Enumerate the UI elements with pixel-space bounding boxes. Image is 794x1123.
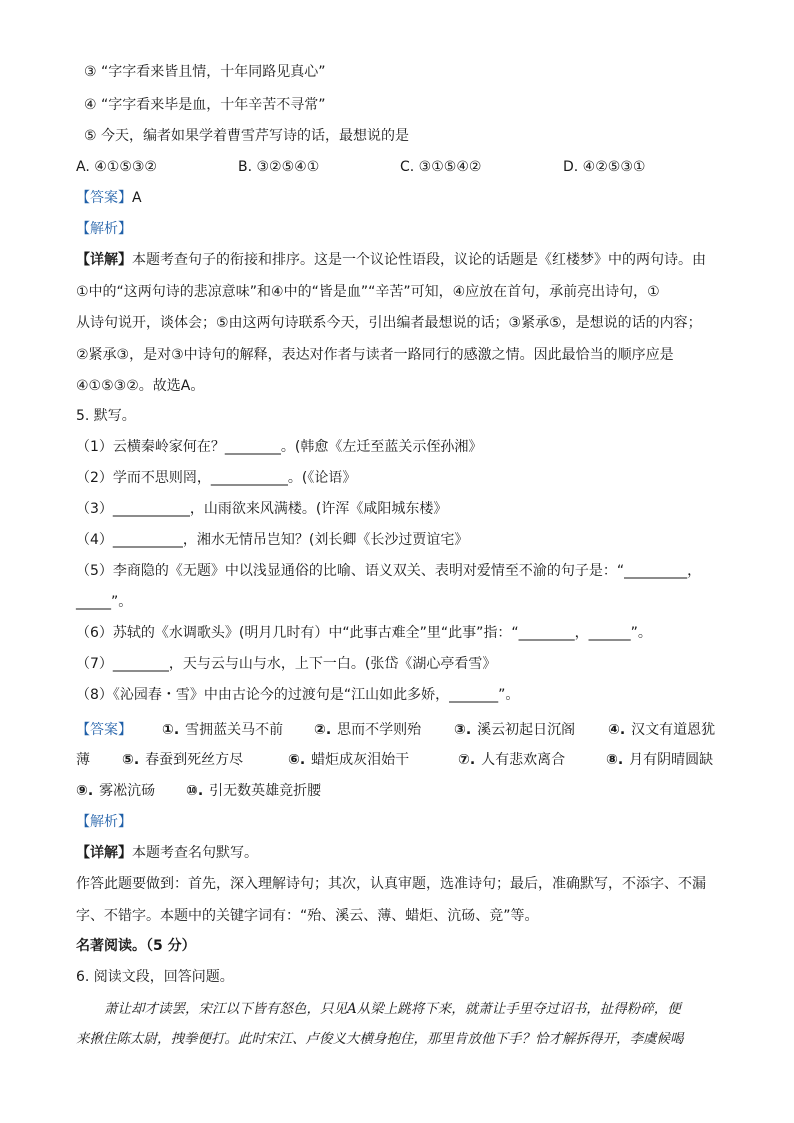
detail5-line: 【详解】本题考查名句默写。 xyxy=(76,845,258,861)
analysis-tag: 【解析】 xyxy=(76,814,132,830)
detail5-paragraph xyxy=(76,869,716,932)
answer-item: ③. 溪云初起日沉阁 xyxy=(454,722,576,738)
answer-tag: 【答案】 xyxy=(76,190,132,206)
item-4: ④ “字字看来毕是血，十年辛苦不寻常” xyxy=(84,97,326,113)
answer-item: ①. 雪拥蓝关马不前 xyxy=(162,722,284,738)
answer-item: ④. 汉文有道恩犹 xyxy=(608,722,716,738)
section-heading: 名著阅读。（5 分） xyxy=(76,938,196,954)
answer-item: ⑤. 春蚕到死丝方尽 xyxy=(122,752,244,768)
dictation-item: （2）学而不思则罔，___________。(《论语》 xyxy=(76,470,357,486)
answer-value: A xyxy=(132,190,142,206)
passage-line: 来揪住陈太尉，拽拳便打。此时宋江、卢俊义大横身抱住，那里肯放他下手？恰才解拆得开，李虞候喝 xyxy=(76,1031,684,1047)
dictation-item: （4）__________，湘水无情吊岂知？(刘长卿《长沙过贾谊宅》 xyxy=(76,532,469,548)
question-6-title: 6. 阅读文段，回答问题。 xyxy=(76,969,234,985)
detail-tag: 【详解】 xyxy=(76,845,132,861)
answer-continuation: 薄 xyxy=(76,752,90,768)
item-5: ⑤ 今天，编者如果学着曹雪芹写诗的话，最想说的是 xyxy=(84,128,409,144)
dictation-item: _____”。 xyxy=(76,594,133,610)
detail-paragraph xyxy=(76,245,716,403)
answer-line xyxy=(76,188,142,208)
item-3: ③ “字字看来皆且情，十年同路见真心” xyxy=(84,64,326,80)
detail-line: 作答此题要做到：首先，深入理解诗句；其次，认真审题，选准诗句；最后，准确默写，不添字、不漏 xyxy=(76,876,706,892)
detail-line: 字、不错字。本题中的关键字词有：“殆、溪云、薄、蜡炬、沆砀、竞”等。 xyxy=(76,907,539,924)
dictation-item: （5）李商隐的《无题》中以浅显通俗的比喻、语义双关、表明对爱情至不渝的句子是：“_________， xyxy=(76,563,702,579)
detail-line: ①中的“这两句诗的悲凉意味”和④中的“皆是血”“辛苦”可知，④应放在首句，承前亮出诗句，① xyxy=(76,283,660,300)
option-a: A. ④①⑤③② xyxy=(76,159,157,175)
option-c: C. ③①⑤④② xyxy=(400,159,482,175)
detail-line: ④①⑤③②。故选A。 xyxy=(76,378,205,394)
dictation-list xyxy=(76,432,716,711)
detail-line: 从诗句说开，谈体会；⑤由这两句诗联系今天，引出编者最想说的话；③紧承⑤，是想说的话的内容； xyxy=(76,315,702,331)
answer-item: ⑥. 蜡炬成灰泪始干 xyxy=(288,752,410,768)
answer-item: ⑦. 人有悲欢离合 xyxy=(458,752,566,768)
question-5-title: 5. 默写。 xyxy=(76,408,136,424)
passage-line: 萧让却才读罢，宋江以下皆有怒色，只见A从梁上跳将下来，就萧让手里夺过诏书，扯得粉碎，便 xyxy=(104,1001,681,1017)
answer-item: ②. 思而不学则殆 xyxy=(314,722,422,738)
dictation-item: （3）___________，山雨欲来风满楼。(许浑《咸阳城东楼》 xyxy=(76,501,448,517)
answer-item: ⑧. 月有阴晴圆缺 xyxy=(606,752,714,768)
analysis-tag: 【解析】 xyxy=(76,221,132,237)
detail-line: 本题考查句子的衔接和排序。这是一个议论性语段，议论的话题是《红楼梦》中的两句诗。由 xyxy=(132,252,706,268)
dictation-item: （1）云横秦岭家何在？________。(韩愈《左迁至蓝关示侄孙湘》 xyxy=(76,439,483,455)
option-d: D. ④②⑤③① xyxy=(563,159,646,175)
dictation-item: （6）苏轼的《水调歌头》(明月几时有）中“此事古难全”里“此事”指：“________，______”。 xyxy=(76,625,652,641)
detail-line: ②紧承③，是对③中诗句的解释，表达对作者与读者一路同行的感激之情。因此最恰当的顺序应是 xyxy=(76,346,674,363)
dictation-item: （8）《沁园春・雪》中由古论今的过渡句是“江山如此多娇，_______”。 xyxy=(76,687,520,703)
passage xyxy=(76,994,716,1054)
answer-tag: 【答案】 xyxy=(76,722,132,738)
dictation-item: （7）________，天与云与山与水，上下一白。(张岱《湖心亭看雪》 xyxy=(76,656,497,672)
answer-item: ⑩. 引无数英雄竞折腰 xyxy=(186,783,322,799)
answer-item: ⑨. 雾凇沆砀 xyxy=(76,783,156,799)
option-b: B. ③②⑤④① xyxy=(238,159,320,175)
detail-tag: 【详解】 xyxy=(76,252,132,268)
